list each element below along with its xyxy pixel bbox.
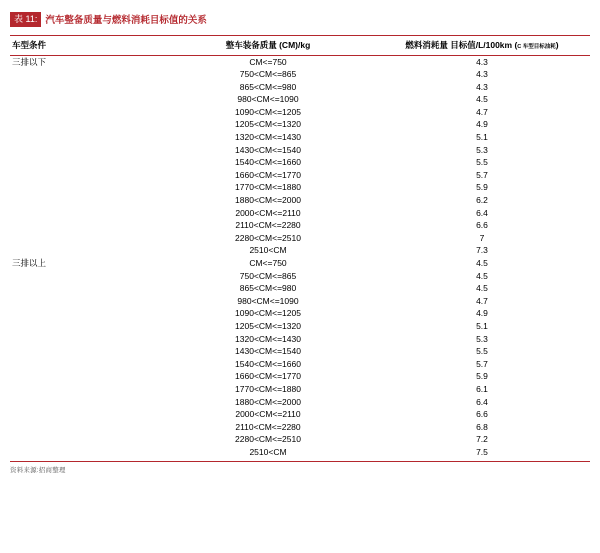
table-row — [10, 333, 590, 346]
fuel-target-value: 4.9 — [476, 308, 488, 319]
mass-range: 1880<CM<=2000 — [235, 396, 301, 407]
fuel-target-value: 4.7 — [476, 106, 488, 117]
fuel-target-value: 7.2 — [476, 434, 488, 445]
table-row — [10, 144, 590, 157]
table-body — [10, 56, 590, 460]
fuel-target-value: 4.5 — [476, 270, 488, 281]
table-row — [10, 371, 590, 384]
table-row — [10, 220, 590, 233]
column-header-fuel-target-main: 燃料消耗量 目标值/L/100km ( — [405, 40, 518, 50]
group-label-spacer — [10, 245, 162, 258]
fuel-target-value: 4.9 — [476, 119, 488, 130]
fuel-target-value: 5.1 — [476, 320, 488, 331]
group-label-spacer — [10, 207, 162, 220]
figure-title — [10, 0, 590, 32]
column-header-fuel-target-sub: C 车型目标油耗 — [517, 44, 556, 50]
column-header-curb-mass: 整车装备质量 (CM)/kg — [162, 36, 374, 56]
mass-range: 2110<CM<=2280 — [235, 220, 301, 231]
mass-range: 865<CM<=980 — [239, 283, 297, 294]
fuel-target-value: 6.2 — [476, 195, 488, 206]
fuel-target-value: 5.5 — [476, 346, 488, 357]
group-label-spacer — [10, 396, 162, 409]
fuel-target-value: 5.3 — [476, 144, 488, 155]
data-table — [10, 35, 590, 459]
fuel-target-value: 4.7 — [476, 295, 488, 306]
fuel-target-value: 4.3 — [476, 69, 488, 80]
group-label-spacer — [10, 358, 162, 371]
group-label-spacer — [10, 69, 162, 82]
mass-range: 2510<CM — [249, 446, 287, 457]
table-row — [10, 132, 590, 145]
group-label-spacer — [10, 81, 162, 94]
mass-range: 2280<CM<=2510 — [235, 232, 301, 243]
mass-range: 1320<CM<=1430 — [235, 333, 301, 344]
mass-range: 2110<CM<=2280 — [235, 421, 301, 432]
fuel-target-value: 5.7 — [476, 358, 488, 369]
fuel-target-value: 5.5 — [476, 157, 488, 168]
table-row — [10, 283, 590, 296]
group-label-spacer — [10, 409, 162, 422]
mass-range: 1205<CM<=1320 — [235, 119, 301, 130]
mass-range: 2000<CM<=2110 — [235, 409, 301, 420]
group-label-spacer — [10, 446, 162, 459]
fuel-target-value: 6.6 — [476, 409, 488, 420]
fuel-target-value: 6.4 — [476, 207, 488, 218]
fuel-target-value: 5.3 — [476, 333, 488, 344]
table-row — [10, 182, 590, 195]
table-row — [10, 232, 590, 245]
group-label-1: 三排以下 — [12, 56, 47, 67]
table-row — [10, 258, 590, 271]
group-label-spacer — [10, 333, 162, 346]
table-row — [10, 434, 590, 447]
mass-range: 1205<CM<=1320 — [235, 320, 301, 331]
mass-range: 1090<CM<=1205 — [235, 308, 301, 319]
fuel-target-value: 4.3 — [476, 56, 488, 67]
group-label-spacer — [10, 270, 162, 283]
group-label-spacer — [10, 421, 162, 434]
table-row — [10, 106, 590, 119]
table-row — [10, 446, 590, 459]
mass-range: 1660<CM<=1770 — [235, 169, 301, 180]
table-row — [10, 69, 590, 82]
group-label-spacer — [10, 132, 162, 145]
group-label-spacer — [10, 295, 162, 308]
figure-number-tag: 表 11: — [10, 12, 41, 27]
mass-range: 1770<CM<=1880 — [235, 383, 301, 394]
fuel-target-value: 4.3 — [476, 81, 488, 92]
fuel-target-value: 5.9 — [476, 371, 488, 382]
table-row — [10, 56, 590, 69]
mass-range: 1660<CM<=1770 — [235, 371, 301, 382]
group-label-spacer — [10, 232, 162, 245]
mass-range: CM<=750 — [249, 56, 287, 67]
mass-range: 2000<CM<=2110 — [235, 207, 301, 218]
mass-range: 980<CM<=1090 — [237, 94, 299, 105]
fuel-target-value: 6.1 — [476, 383, 488, 394]
mass-range: 1540<CM<=1660 — [235, 358, 301, 369]
group-label-spacer — [10, 106, 162, 119]
fuel-target-value: 5.7 — [476, 169, 488, 180]
group-label-spacer — [10, 320, 162, 333]
group-label-spacer — [10, 119, 162, 132]
group-label-spacer — [10, 434, 162, 447]
fuel-target-value: 7.3 — [476, 245, 488, 256]
table-row — [10, 207, 590, 220]
table-row — [10, 295, 590, 308]
group-label-spacer — [10, 182, 162, 195]
mass-range: 1770<CM<=1880 — [235, 182, 301, 193]
fuel-target-value: 5.9 — [476, 182, 488, 193]
mass-range: 865<CM<=980 — [239, 81, 297, 92]
table-row — [10, 119, 590, 132]
group-label-spacer — [10, 308, 162, 321]
mass-range: 750<CM<=865 — [239, 270, 297, 281]
mass-range: 1540<CM<=1660 — [235, 157, 301, 168]
table-row — [10, 358, 590, 371]
fuel-target-value: 6.8 — [476, 421, 488, 432]
fuel-target-value: 7.5 — [476, 446, 488, 457]
group-label-spacer — [10, 157, 162, 170]
fuel-target-value: 5.1 — [476, 132, 488, 143]
table-header-row — [10, 36, 590, 56]
group-label-spacer — [10, 144, 162, 157]
group-label-spacer — [10, 383, 162, 396]
column-header-fuel-target — [374, 36, 590, 56]
mass-range: 2510<CM — [249, 245, 287, 256]
table-row — [10, 245, 590, 258]
group-label-2: 三排以上 — [12, 258, 47, 268]
mass-range: 1880<CM<=2000 — [235, 195, 301, 206]
fuel-target-value: 6.4 — [476, 396, 488, 407]
mass-range: 2280<CM<=2510 — [235, 434, 301, 445]
group-label-spacer — [10, 195, 162, 208]
table-row — [10, 94, 590, 107]
table-row — [10, 157, 590, 170]
group-label-spacer — [10, 169, 162, 182]
table-row — [10, 195, 590, 208]
mass-range: 980<CM<=1090 — [237, 295, 299, 306]
group-label-spacer — [10, 283, 162, 296]
fuel-target-value: 4.5 — [476, 283, 488, 294]
table-row — [10, 320, 590, 333]
mass-range: 1320<CM<=1430 — [235, 132, 301, 143]
fuel-target-value: 4.5 — [476, 94, 488, 105]
group-label-spacer — [10, 371, 162, 384]
column-header-fuel-target-tail: ) — [555, 40, 559, 50]
table-row — [10, 169, 590, 182]
mass-range: 1090<CM<=1205 — [235, 106, 301, 117]
source-note: 资料来源:招商整理 — [10, 467, 66, 474]
group-label-spacer — [10, 94, 162, 107]
fuel-target-value: 7 — [479, 232, 485, 243]
table-row — [10, 308, 590, 321]
table-row — [10, 409, 590, 422]
table-row — [10, 396, 590, 409]
mass-range: CM<=750 — [249, 258, 287, 268]
table-row — [10, 270, 590, 283]
table-row — [10, 81, 590, 94]
table-row — [10, 383, 590, 396]
mass-range: 1430<CM<=1540 — [235, 346, 301, 357]
page-title: 汽车整备质量与燃料消耗目标值的关系 — [45, 15, 207, 26]
fuel-target-value: 6.6 — [476, 220, 488, 231]
group-label-spacer — [10, 220, 162, 233]
column-header-vehicle-condition: 车型条件 — [10, 36, 162, 56]
table-row — [10, 346, 590, 359]
table-row — [10, 421, 590, 434]
mass-range: 750<CM<=865 — [239, 69, 297, 80]
group-label-spacer — [10, 346, 162, 359]
fuel-target-value: 4.5 — [476, 258, 488, 268]
mass-range: 1430<CM<=1540 — [235, 144, 301, 155]
